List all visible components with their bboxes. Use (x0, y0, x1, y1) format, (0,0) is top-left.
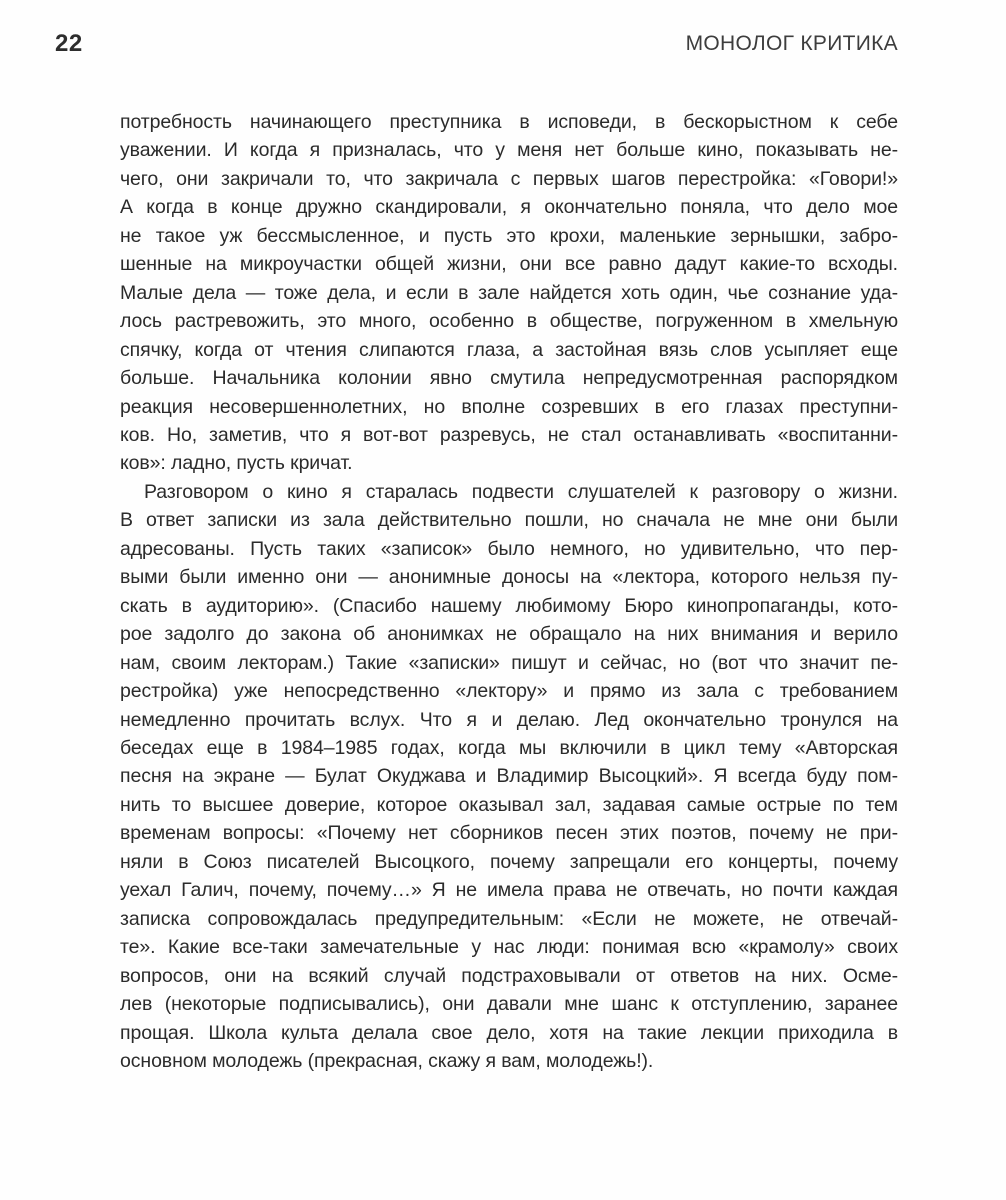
text-line: не такое уж бессмысленное, и пусть это крохи, маленькие зернышки, забро- (120, 224, 898, 247)
text-line: В ответ записки из зала действительно пошли, но сначала не мне они были (120, 509, 898, 532)
text-line: те». Какие все-таки замечательные у нас люди: понимая всю «крамолу» своих (120, 936, 898, 959)
text-line: рое задолго до закона об анонимках не обращало на них внимания и верило (120, 623, 898, 646)
text-line: няли в Союз писателей Высоцкого, почему запрещали его концерты, почему (120, 850, 898, 873)
text-line: вопросов, они на всякий случай подстраховывали от ответов на них. Осме- (120, 964, 898, 987)
text-line: лев (некоторые подписывались), они давали мне шанс к отступлению, заранее (120, 993, 898, 1016)
text-line: Разговором о кино я старалась подвести слушателей к разговору о жизни. (144, 480, 898, 503)
text-line: временам вопросы: «Почему нет сборников песен этих поэтов, почему не при- (120, 822, 898, 845)
text-line: скать в аудиторию». (Спасибо нашему любимому Бюро кинопропаганды, кото- (120, 594, 898, 617)
text-line: потребность начинающего преступника в исповеди, в бескорыстном к себе (120, 111, 898, 133)
page-number: 22 (55, 30, 83, 57)
text-line: чего, они закричали то, что закричала с первых шагов перестройка: «Говори!» (120, 167, 898, 190)
text-line: шенные на микроучастки общей жизни, они все равно дадут какие-то всходы. (120, 253, 898, 276)
text-line: А когда в конце дружно скандировали, я окончательно поняла, что дело мое (120, 196, 898, 219)
text-block (120, 108, 898, 1075)
text-line: спячку, когда от чтения слипаются глаза, а застойная вязь слов усыпляет еще (120, 338, 898, 361)
text-line: рестройка) уже непосредственно «лектору» и прямо из зала с требованием (120, 680, 898, 703)
text-line: ков. Но, заметив, что я вот-вот разревусь, не стал останавливать «воспитанни- (120, 423, 898, 446)
text-line: уважении. И когда я призналась, что у меня нет больше кино, показывать не- (120, 139, 898, 162)
text-line: беседах еще в 1984–1985 годах, когда мы включили в цикл тему «Авторская (120, 736, 898, 759)
text-line: ков»: ладно, пусть кричат. (120, 452, 353, 475)
text-line: прощая. Школа культа делала свое дело, хотя на такие лекции приходила в (120, 1021, 898, 1044)
paragraph (120, 108, 898, 478)
text-line: уехал Галич, почему, почему…» Я не имела права не отвечать, но почти каждая (120, 879, 898, 902)
paragraph (120, 478, 898, 1076)
text-line: нам, своим лекторам.) Такие «записки» пишут и сейчас, но (вот что значит пе- (120, 651, 898, 674)
text-line: записка сопровождалась предупредительным: «Если не можете, не отвечай- (120, 907, 898, 930)
text-line: Малые дела — тоже дела, и если в зале найдется хоть один, чье сознание уда- (120, 281, 898, 304)
text-line: больше. Начальника колонии явно смутила непредусмотренная распорядком (120, 367, 898, 390)
text-line: выми были именно они — анонимные доносы на «лектора, которого нельзя пу- (120, 566, 898, 589)
text-line: немедленно прочитать вслух. Что я и делаю. Лед окончательно тронулся на (120, 708, 898, 731)
text-line: нить то высшее доверие, которое оказывал зал, задавая самые острые по тем (120, 793, 898, 816)
text-line: основном молодежь (прекрасная, скажу я вам, молодежь!). (120, 1049, 654, 1072)
text-line: адресованы. Пусть таких «записок» было немного, но удивительно, что пер- (120, 537, 898, 560)
page-header (55, 30, 898, 60)
running-title: МОНОЛОГ КРИТИКА (685, 32, 898, 55)
text-line: реакция несовершеннолетних, но вполне созревших в его глазах преступни- (120, 395, 898, 418)
text-line: песня на экране — Булат Окуджава и Владимир Высоцкий». Я всегда буду пом- (120, 765, 898, 788)
text-line: лось растревожить, это много, особенно в обществе, погруженном в хмельную (120, 310, 898, 333)
